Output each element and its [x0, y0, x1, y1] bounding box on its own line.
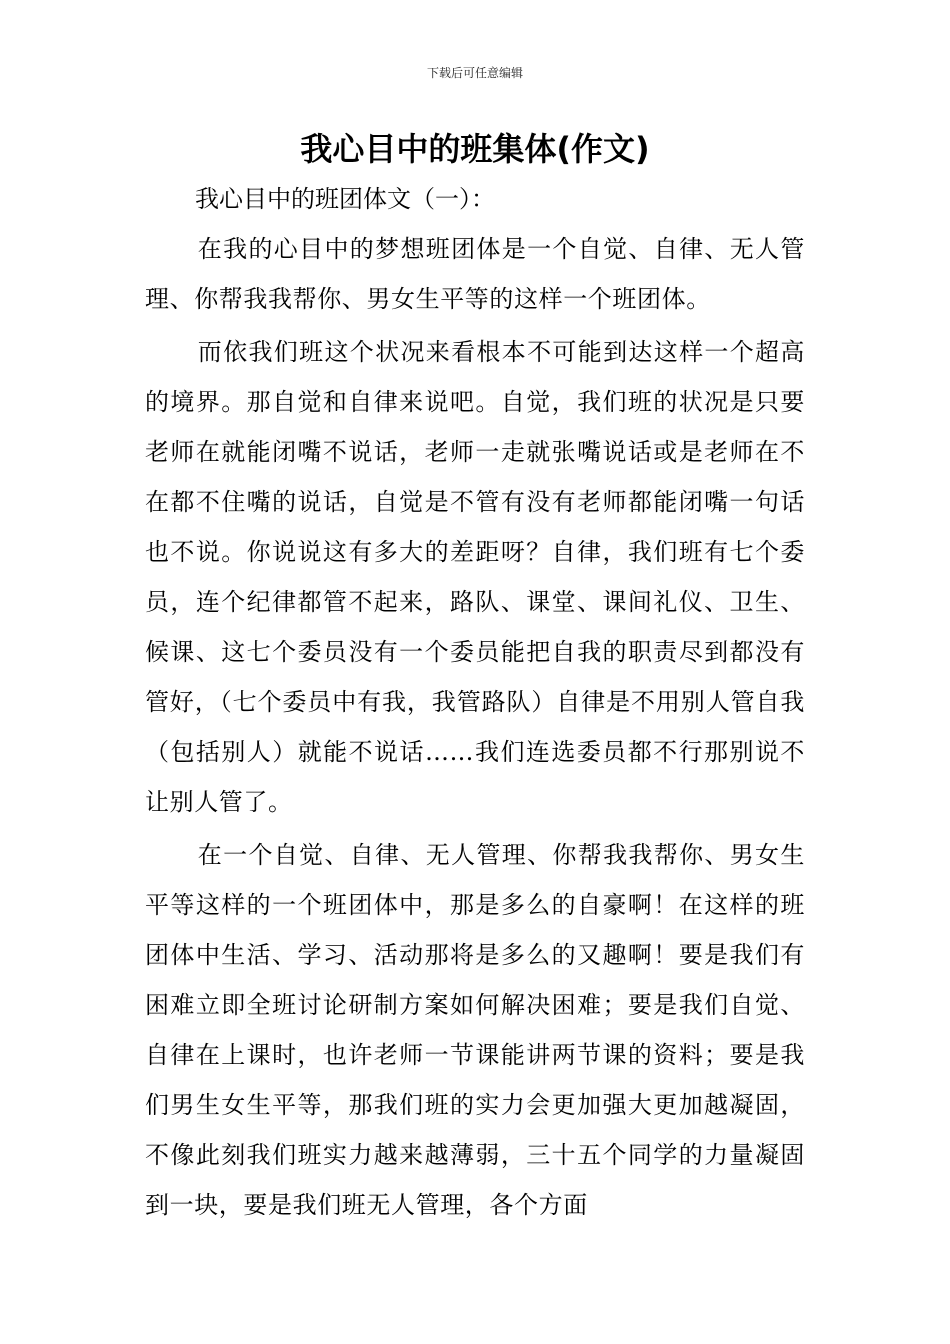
document-subtitle: 我心目中的班团体文（一）：	[195, 185, 495, 213]
header-note: 下载后可任意编辑	[426, 66, 523, 80]
paragraph-2: 而依我们班这个状况来看根本不可能到达这样一个超高的境界。那自觉和自律来说吧。自觉，我们班的状况是只要老师在就能闭嘴不说话，老师一走就张嘴说话或是老师在不在都不住嘴的说话，自觉是不管有没有老师都能闭嘴一句话也不说。你说说这有多大的差距呀？自律，我们班有七个委员，连个纪律都管不起来，路队、课堂、课间礼仪、卫生、候课、这七个委员没有一个委员能把自我的职责尽到都没有管好，（七个委员中有我，我管路队）自律是不用别人管自我（包括别人）就能不说话……我们连选委员都不行那别说不让别人管了。	[145, 338, 805, 816]
document-title: 我心目中的班集体(作文)	[300, 130, 650, 168]
paragraph-1: 在我的心目中的梦想班团体是一个自觉、自律、无人管理、你帮我我帮你、男女生平等的这样一个班团体。	[145, 235, 805, 313]
paragraph-3: 在一个自觉、自律、无人管理、你帮我我帮你、男女生平等这样的一个班团体中，那是多么的自豪啊！在这样的班团体中生活、学习、活动那将是多么的又趣啊！要是我们有困难立即全班讨论研制方案如何解决困难；要是我们自觉、自律在上课时，也许老师一节课能讲两节课的资料；要是我们男生女生平等，那我们班的实力会更加强大更加越凝固，不像此刻我们班实力越来越薄弱，三十五个同学的力量凝固到一块，要是我们班无人管理，各个方面	[145, 841, 805, 1219]
document-body	[145, 224, 805, 1233]
